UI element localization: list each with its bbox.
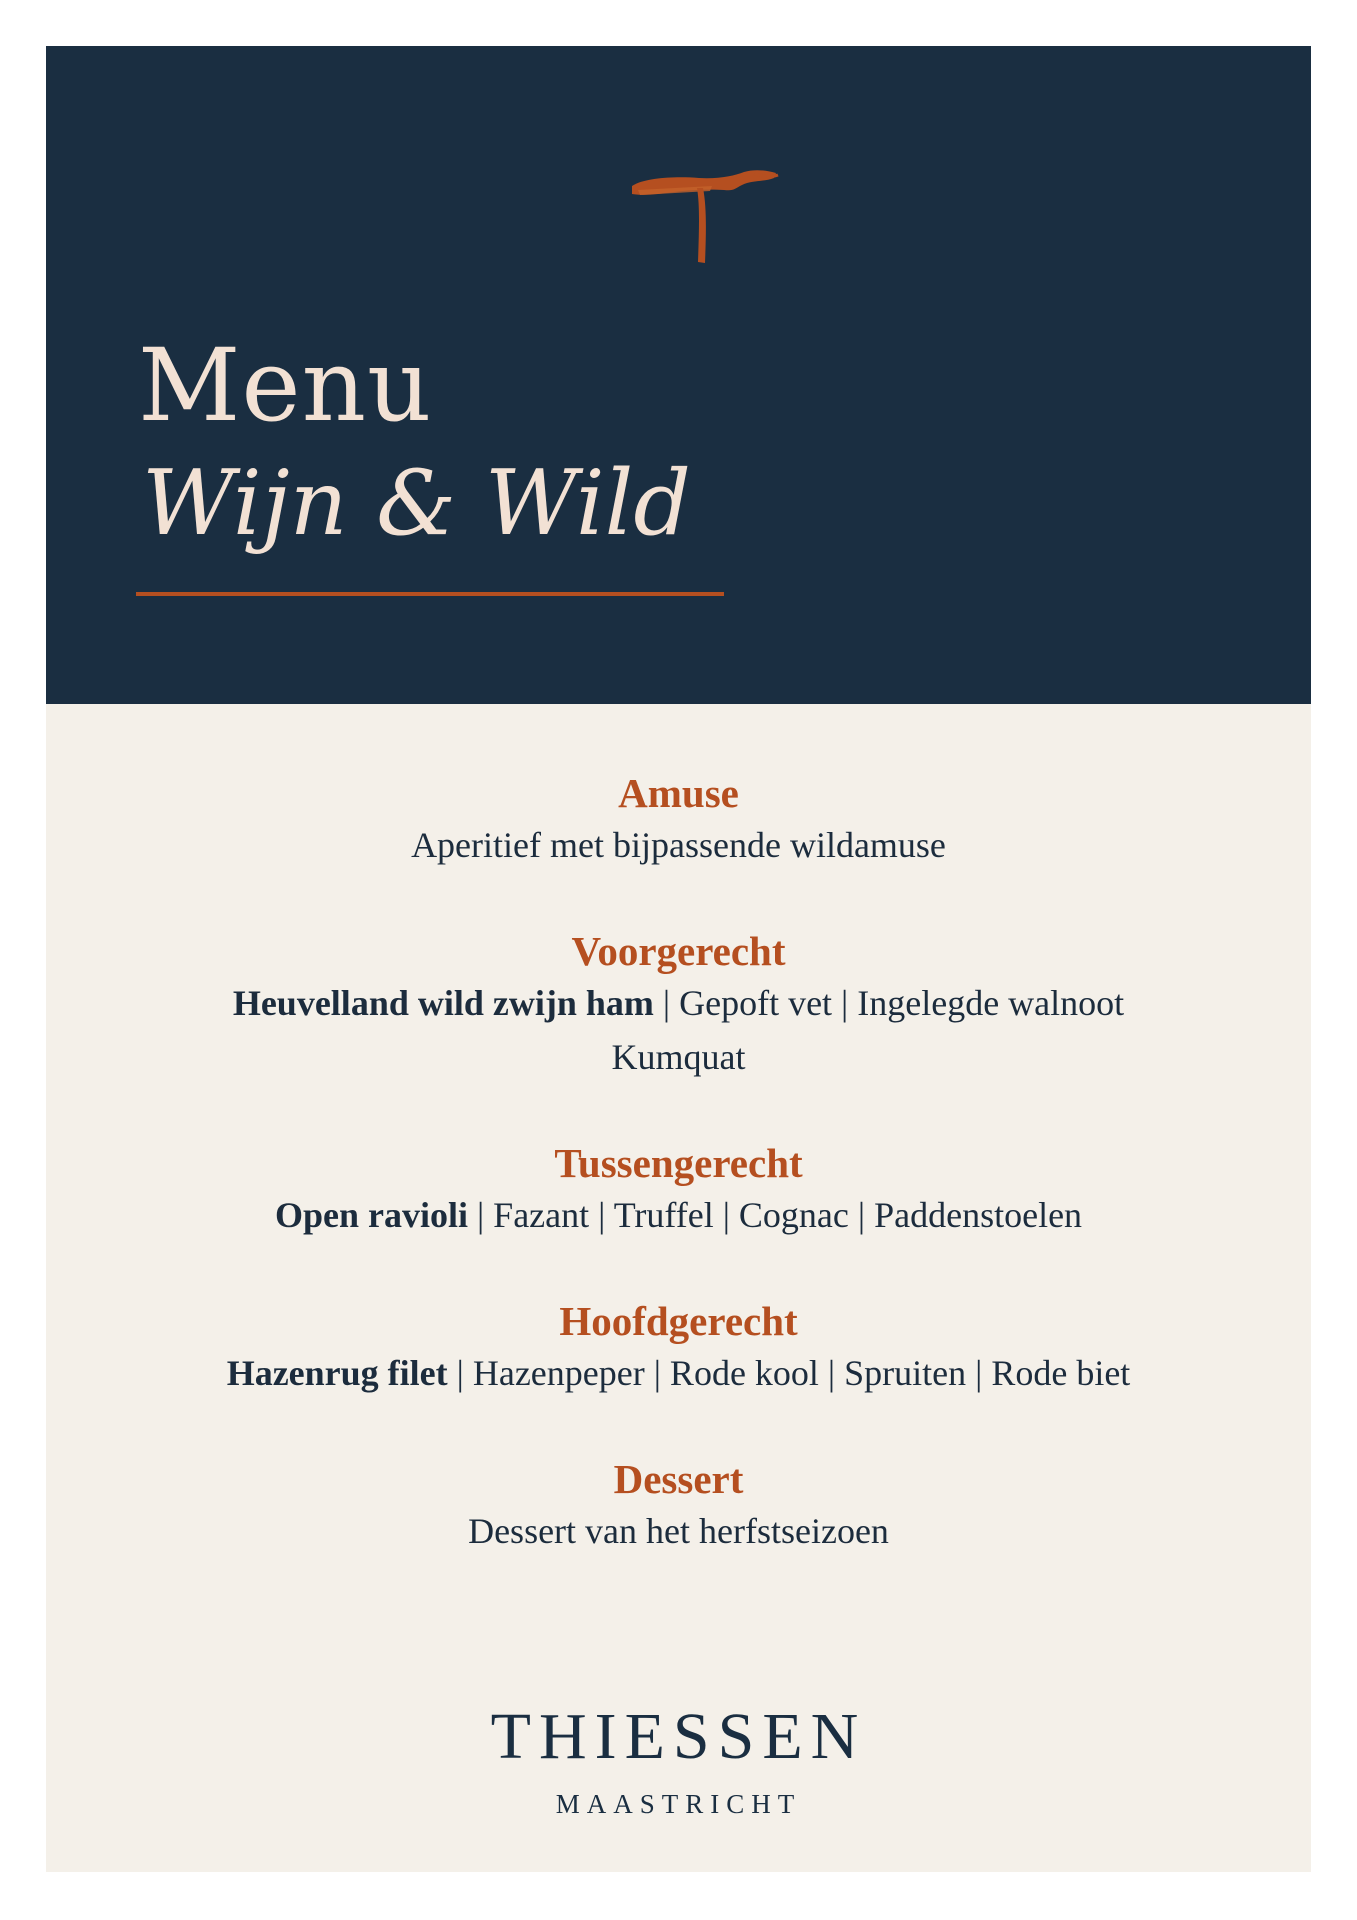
course-description (46, 1346, 1311, 1400)
course-description (46, 1188, 1311, 1242)
course-title: Hoofdgerecht (559, 1298, 798, 1344)
dish-details: Kumquat (611, 1037, 746, 1077)
menu-subtitle: Wijn & Wild (142, 451, 692, 556)
course-amuse (46, 768, 1311, 872)
course-description (46, 1504, 1311, 1558)
course-description (46, 976, 1311, 1030)
course-description (46, 1030, 1311, 1084)
dish-details: Aperitief met bijpassende wildamuse (411, 825, 946, 865)
dish-details: | Fazant | Truffel | Cognac | Paddenstoelen (467, 1195, 1083, 1235)
course-dessert (46, 1454, 1311, 1558)
course-title: Amuse (618, 770, 739, 816)
dish-highlight: Heuvelland wild zwijn ham (232, 983, 654, 1023)
course-title: Voorgerecht (571, 928, 786, 974)
course-title: Dessert (613, 1456, 744, 1502)
dish-details: | Gepoft vet | Ingelegde walnoot (653, 983, 1125, 1023)
dish-highlight: Open ravioli (274, 1195, 468, 1235)
dish-details: Dessert van het herfstseizoen (468, 1511, 889, 1551)
menu-header (46, 46, 1311, 704)
menu-card (46, 46, 1311, 1872)
course-description (46, 818, 1311, 872)
dish-highlight: Hazenrug filet (226, 1353, 448, 1393)
brand-name: THIESSEN (490, 1700, 867, 1773)
course-list (46, 768, 1311, 1558)
brand-city: MAASTRICHT (555, 1789, 802, 1819)
course-voorgerecht (46, 926, 1311, 1084)
course-hoofdgerecht (46, 1296, 1311, 1400)
brush-t-logo-icon (584, 156, 784, 286)
menu-title: Menu (138, 327, 433, 444)
course-tussengerecht (46, 1138, 1311, 1242)
course-title: Tussengerecht (554, 1140, 803, 1186)
dish-details: | Hazenpeper | Rode kool | Spruiten | Rode biet (447, 1353, 1131, 1393)
title-divider (136, 592, 724, 596)
